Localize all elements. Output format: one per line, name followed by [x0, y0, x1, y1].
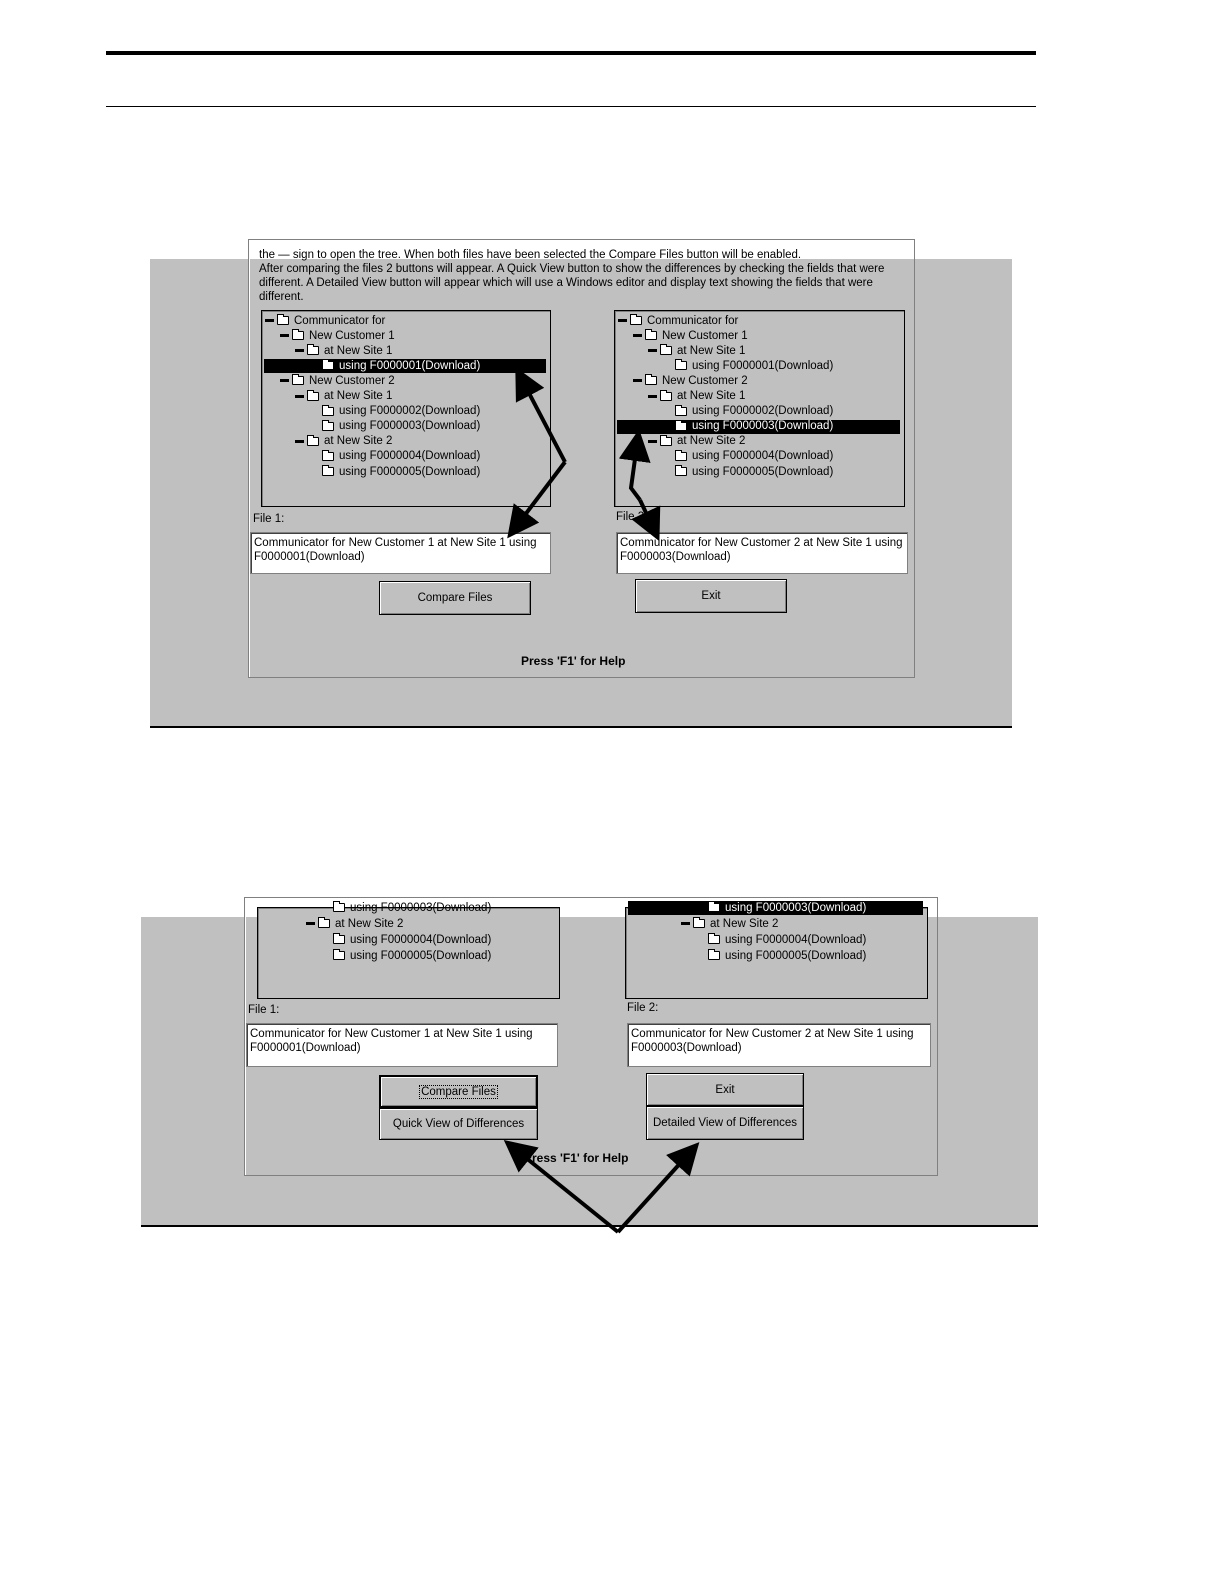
- tree-item-label: at New Site 1: [677, 390, 746, 402]
- tree-item-label: using F0000005(Download): [339, 465, 481, 478]
- tree-item-label: using F0000002(Download): [692, 405, 834, 418]
- tree-item-label: using F0000003(Download): [692, 420, 834, 433]
- tree-item-label: at New Site 2: [677, 435, 746, 448]
- file1-field[interactable]: Communicator for New Customer 1 at New Site 1 using F0000001(Download): [246, 1023, 558, 1067]
- tree-item-label: Communicator for: [294, 314, 386, 327]
- tree-item-label: using F0000003(Download): [725, 901, 867, 914]
- tree-item-label: at New Site 1: [677, 344, 746, 357]
- tree-item-label: using F0000003(Download): [339, 420, 481, 433]
- tree-item-label: New Customer 1: [662, 329, 748, 342]
- tree-item-label: at New Site 2: [335, 917, 404, 930]
- tree-item-label: using F0000005(Download): [725, 949, 867, 962]
- tree-item-label: at New Site 1: [324, 390, 393, 402]
- tree-item-label: using F0000004(Download): [692, 450, 834, 463]
- instructions-text: the — sign to open the tree. When both files have been selected the Compare Files button will be enabled. After comparing the files 2 buttons will appear. A Quick View button to show the differences by checking the fields that were different. A Detailed View button will appear which will use a Windows editor and display text showing the fields that were different.: [259, 249, 885, 303]
- tree-item-label: New Customer 1: [309, 329, 395, 342]
- arrow-to-tree2-selection: [631, 437, 640, 500]
- tree-item-label: using F0000005(Download): [350, 949, 492, 962]
- exit-button-label: Exit: [715, 1083, 735, 1096]
- tree-item-label: using F0000001(Download): [692, 359, 834, 372]
- file2-label: File 2:: [627, 1002, 659, 1014]
- arrow-to-tree-selection: [519, 374, 565, 462]
- arrow-to-file2-field: [640, 500, 656, 534]
- tree-item-label: using F0000004(Download): [725, 933, 867, 946]
- exit-button-label: Exit: [701, 590, 721, 602]
- quick-view-button-label: Quick View of Differences: [392, 1118, 525, 1130]
- help-hint: Press 'F1' for Help: [524, 1151, 629, 1165]
- file1-label: File 1:: [253, 513, 285, 525]
- tree-item-label: using F0000002(Download): [339, 405, 481, 418]
- tree-item-label: at New Site 1: [324, 344, 393, 357]
- file2-field[interactable]: Communicator for New Customer 2 at New Site 1 using F0000003(Download): [616, 532, 908, 574]
- arrow-to-detailed-view: [618, 1148, 694, 1232]
- file1-label: File 1:: [248, 1004, 280, 1016]
- help-hint: Press 'F1' for Help: [521, 654, 626, 668]
- file1-field[interactable]: Communicator for New Customer 1 at New Site 1 using F0000001(Download): [250, 532, 551, 574]
- compare-files-button-label: Compare Files: [421, 1085, 496, 1098]
- file2-label: File 2:: [616, 511, 648, 523]
- arrow-to-file1-field: [512, 462, 565, 532]
- tree-item-label: using F0000004(Download): [339, 450, 481, 463]
- arrow-to-quick-view: [510, 1145, 618, 1232]
- tree-item-label: using F0000003(Download): [350, 901, 492, 914]
- tree-item-label: New Customer 2: [662, 374, 748, 387]
- tree-item-label: at New Site 2: [710, 917, 779, 930]
- compare-files-button-label: Compare Files: [417, 592, 493, 604]
- tree-item-label: using F0000001(Download): [339, 359, 481, 372]
- tree-item-label: New Customer 2: [309, 374, 395, 387]
- tree-item-label: Communicator for: [647, 314, 739, 327]
- tree-item-label: using F0000005(Download): [692, 465, 834, 478]
- tree-item-label: using F0000004(Download): [350, 933, 492, 946]
- tree-item-label: at New Site 2: [324, 435, 393, 448]
- detailed-view-button-label: Detailed View of Differences: [652, 1117, 798, 1129]
- file2-field[interactable]: Communicator for New Customer 2 at New Site 1 using F0000003(Download): [627, 1023, 931, 1067]
